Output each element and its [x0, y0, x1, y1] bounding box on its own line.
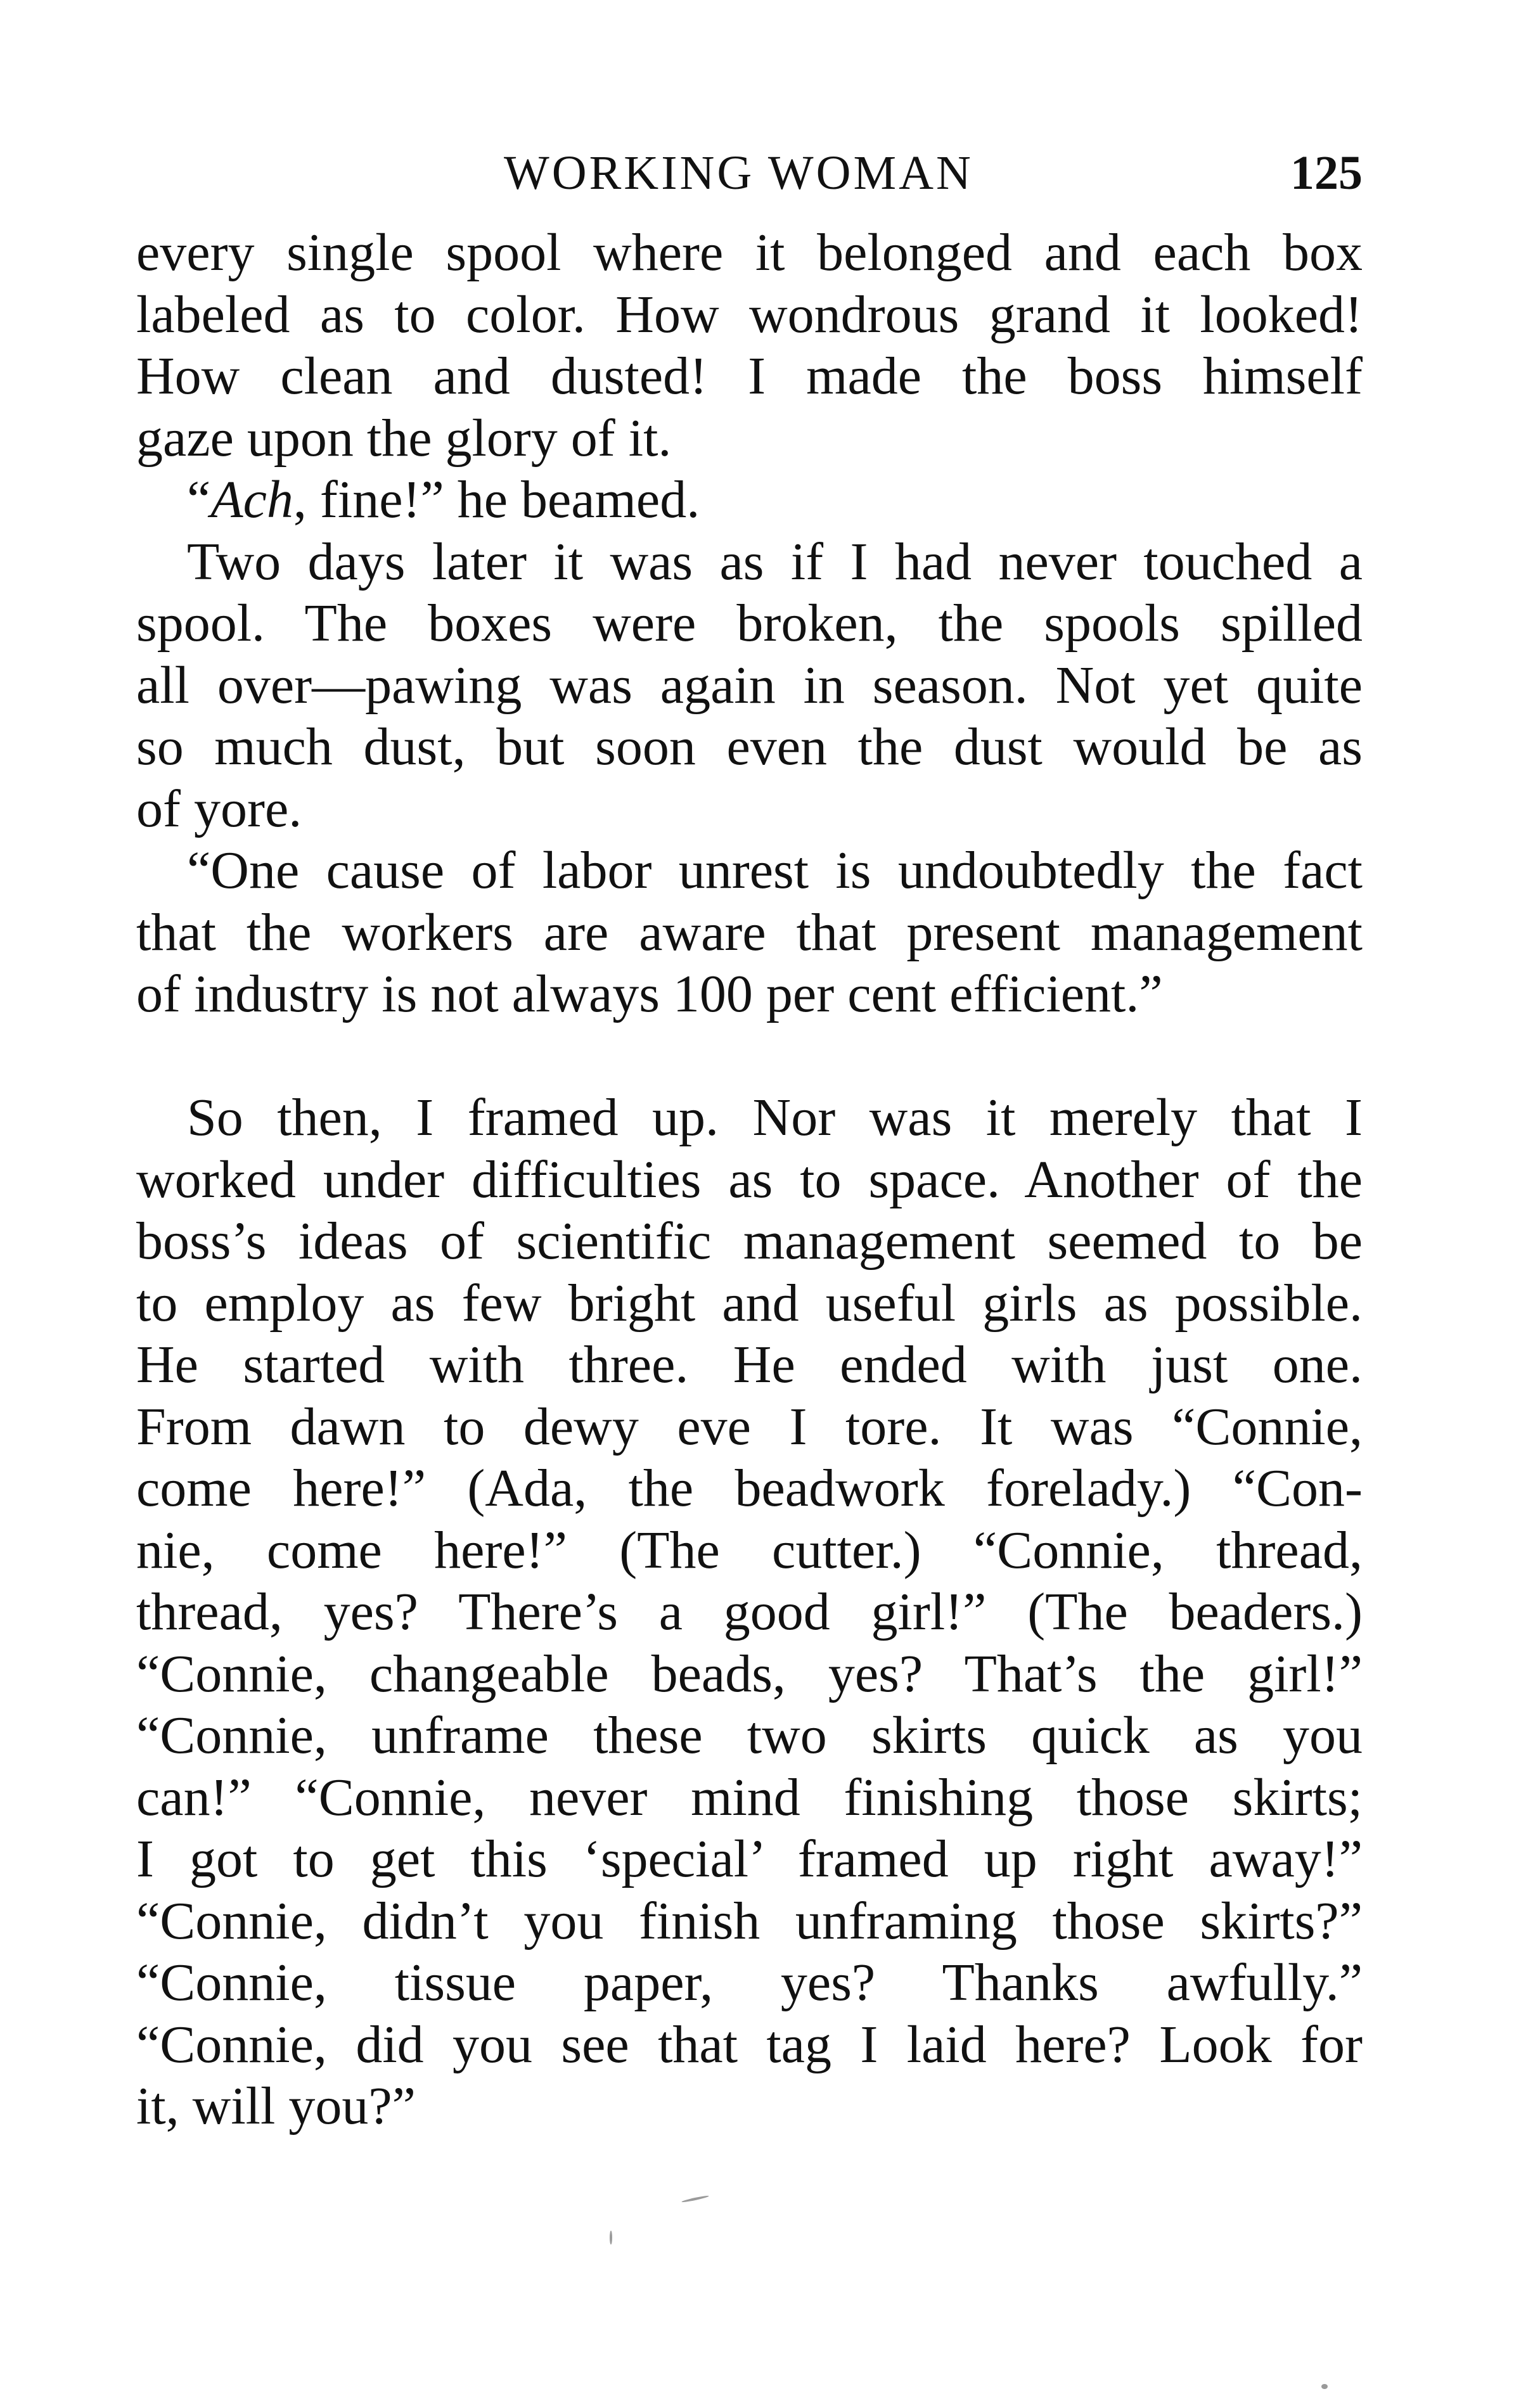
- text-line: How clean and dusted! I made the boss himself: [136, 347, 1363, 406]
- print-speck: [681, 2195, 709, 2203]
- italic-word: Ach: [210, 470, 293, 529]
- text-line: that the workers are aware that present management: [136, 902, 1363, 962]
- text-line: nie, come here!” (The cutter.) “Connie, thread,: [136, 1520, 1363, 1580]
- text-line: every single spool where it belonged and each box: [136, 223, 1363, 282]
- text-line: spool. The boxes were broken, the spools spilled: [136, 594, 1363, 653]
- text-line: worked under difficulties as to space. Another of the: [136, 1150, 1363, 1209]
- text-line: gaze upon the glory of it.: [136, 408, 672, 468]
- text-line: “Connie, changeable beads, yes? That’s the girl!”: [136, 1644, 1363, 1703]
- text-line: “One cause of labor unrest is undoubtedly the fact: [187, 841, 1363, 900]
- text-line: so much dust, but soon even the dust would be as: [136, 717, 1363, 776]
- page-number: 125: [1290, 146, 1363, 200]
- text-line: “Connie, unframe these two skirts quick as you: [136, 1706, 1363, 1765]
- body-text: [136, 222, 1363, 2137]
- text-line: labeled as to color. How wondrous grand it looked!: [136, 285, 1363, 344]
- paragraph: [136, 1087, 1363, 2137]
- text-line: “Connie, didn’t you finish unframing those skirts?”: [136, 1891, 1363, 1951]
- text-line: to employ as few bright and useful girls as possible.: [136, 1273, 1363, 1333]
- text-line: come here!” (Ada, the beadwork forelady.) “Con-: [136, 1459, 1363, 1518]
- section-break: [136, 1025, 1363, 1087]
- text-line: I got to get this ‘special’ framed up right away!”: [136, 1829, 1363, 1888]
- running-title: WORKING WOMAN: [504, 146, 973, 200]
- paragraph: [136, 840, 1363, 1025]
- text-line: can!” “Connie, never mind finishing those skirts;: [136, 1767, 1363, 1827]
- text-line: So then, I framed up. Nor was it merely that I: [187, 1088, 1363, 1147]
- text-line: “Connie, tissue paper, yes? Thanks awfully.”: [136, 1953, 1363, 2012]
- text-line: Two days later it was as if I had never touched a: [187, 532, 1363, 591]
- paragraph: [136, 222, 1363, 469]
- text-line: thread, yes? There’s a good girl!” (The beaders.): [136, 1582, 1363, 1641]
- text-line: “Connie, did you see that tag I laid here? Look for: [136, 2015, 1363, 2074]
- text-line: of industry is not always 100 per cent efficient.”: [136, 964, 1163, 1023]
- running-head: [136, 138, 1363, 208]
- text-line: it, will you?”: [136, 2077, 416, 2136]
- print-speck: [610, 2231, 612, 2245]
- text-line: all over—pawing was again in season. Not yet quite: [136, 655, 1363, 715]
- paragraph: [136, 469, 1363, 531]
- text-line: “Ach, fine!” he beamed.: [187, 470, 700, 529]
- text-line: He started with three. He ended with just one.: [136, 1335, 1363, 1394]
- text-line: of yore.: [136, 779, 302, 838]
- paragraph: [136, 531, 1363, 840]
- text-line: From dawn to dewy eve I tore. It was “Connie,: [136, 1397, 1363, 1456]
- print-speck: [1321, 2384, 1328, 2389]
- text-line: boss’s ideas of scientific management seemed to be: [136, 1212, 1363, 1271]
